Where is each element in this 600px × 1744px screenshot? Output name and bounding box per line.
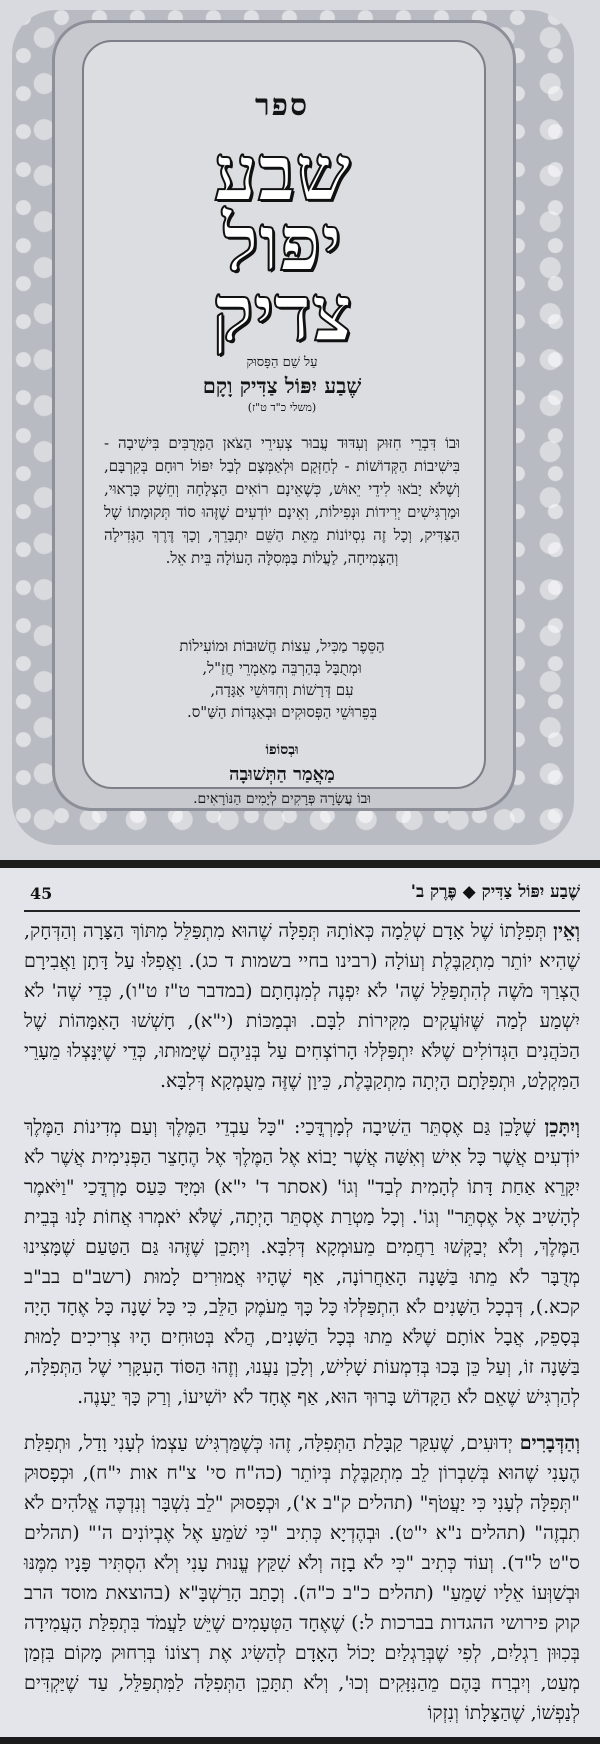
verse-source: (משלי כ"ד ט"ז) <box>247 401 317 414</box>
maamar-title: מַאֲמַר הַתְּשׁוּבָה <box>229 764 335 785</box>
intro-text: וּבוֹ דִּבְרֵי חִזּוּק וְעִדּוּד עֲבוּר צְעִירֵי הַצֹּאן הַמְּרֻבִּים בִּישִׁיבָה - בִּישִׁיבוֹת הַקְּדוֹשׁוֹת - לְחַזְּקָם וּלְאַמְּצָם לְבַל יִפּוֹל רוּחָם בְּקִרְבָּם, וְשֶׁלֹּא יָבֹאוּ לִידֵי יֵאוּשׁ, כְּשֶׁאֵינָם רוֹאִים הַצְלָחָה וְחֵשֶׁק כָּרָאוּי, וּמַרְגִּישִׁים יְרִידוֹת וּנְפִילוֹת, וְאֵינָם יוֹדְעִים שֶׁזֶּהוּ סוֹד תְּקוּמָתוֹ שֶׁל הַצַּדִּיק, וְכָל זֶה נִסְיוֹנוֹת מֵאֵת הַשֵּׁם יִתְבָּרֵךְ, וְכָךְ דֶּרֶךְ הַגְּדִילָה וְהַצְּמִיחָה, לַעֲלוֹת בַּמְּסִלָּה הָעוֹלָה בֵּית אֵל. <box>104 434 460 567</box>
body-text <box>24 916 580 1744</box>
running-title: שֶׁבַע יִפּוֹל צַדִּיק ◆ פֶּרֶק ב' <box>410 882 580 902</box>
paragraph-lead: וְאֵין <box>553 920 580 942</box>
paragraph-text: שֶׁלָּכֵן גַּם אֶסְתֵּר הֵשִׁיבָה לְמָרְדֳּכַי: "כָּל עַבְדֵי הַמֶּלֶךְ וְעַם מְדִינוֹת הַמֶּלֶךְ יוֹדְעִים אֲשֶׁר כָּל אִישׁ וְאִשָּׁה אֲשֶׁר יָבוֹא אֶל הַמֶּלֶךְ אֶל הֶחָצֵר הַפְּנִימִית אֲשֶׁר לֹא יִקָּרֵא אַחַת דָּתוֹ לְהָמִית לְבַד" וְגוֹ' (אסתר ד' י"א) וּמִיָּד כַּעַס מָרְדֳּכַי "וַיֹּאמֶר לְהָשִׁיב אֶל אֶסְתֵּר" וְגוֹ'. וְכָל מַטְרַת אֶסְתֵּר הָיְתָה, שֶׁלֹּא יֹאמְרוּ אֲחוֹת לָנוּ בְּבֵית הַמֶּלֶךְ, וְלֹא יְבַקְּשׁוּ רַחֲמִים מֵעוּמְקָא דְּלִבָּא. וְיִתָּכֵן שֶׁזֶּהוּ גַּם הַטַּעַם שֶׁמָּצִינוּ מְדֻבָּר לֹא מֵתוּ בַּשָּׁנָה הָאַחֲרוֹנָה, אַף שֶׁהָיוּ אֲמוּרִים לָמוּת (רשב"ם בב"ב קכא.), דְּבְכָל הַשָּׁנִים לֹא הִתְפַּלְּלוּ כָּל כָּךְ מֵעֹמֶק הַלֵּב, כִּי כָּל שָׁנָה כָּל אֶחָד הָיָה בְּסָפֵק, אֲבָל אוֹתָם שֶׁלֹּא מֵתוּ בְּכָל הַשָּׁנִים, הֲלֹא בְּטוּחִים הָיוּ צְרִיכִים לָמוּת בַּשָּׁנָה זוֹ, וְעַל כֵּן בָּכוּ בְּדִמְעוֹת שָׁלִישׁ, וְלָכֵן נַעֲנוּ, וְזֶהוּ הַסּוֹד הָעִקָּרִי שֶׁל הַתְּפִלָּה, לְהַרְגִּישׁ שֶׁאֵם לֹא הַקָּדוֹשׁ בָּרוּךְ הוּא, אַף אֶחָד לֹא יוֹשִׁיעוֹ, וְרַק כָּךְ יֵעָנֶה. <box>24 1116 580 1408</box>
title-line-1: שבע <box>213 128 351 219</box>
paragraph-text: יְדוּעִים, שֶׁעִקַּר קַבָּלַת הַתְּפִלָּה, זֶהוּ כְּשֶׁמַּרְגִּישׁ עַצְמוֹ לְעָנִי וָדַל, וּתְפִלַּת הֶעָנִי שֶׁהוּא בְּשִׁבְרוֹן לֵב מִתְקַבֶּלֶת בְּיוֹתֵר (כה"ח סי' צ"ח אות י"ח), וּכְפָסוּק "תְּפִלָּה לְעָנִי כִּי יַעֲטֹף" (תהלים ק"ב א'), וּכְפָסוּק "לֵב נִשְׁבָּר וְנִדְכֶּה אֱלֹהִים לֹא תִבְזֶה" (תהלים נ"א י"ט). וּבְהֶדְיָא כְּתִיב "כִּי שֹׁמֵעַ אֶל אֶבְיוֹנִים ה'" (תהלים ס"ט ל"ד). וְעוֹד כְּתִיב "כִּי לֹא בָזָה וְלֹא שִׁקַּץ עֱנוּת עָנִי וְלֹא הִסְתִּיר פָּנָיו מִמֶּנּוּ וּבְשַׁוְּעוֹ אֵלָיו שָׁמֵעַ" (תהלים כ"ב כ"ה). וְכָתַב הָרַשְׁבָּ"א (בהוצאת מוסד הרב קוק פירושי ההגדות בברכות ל:) שֶׁאֶחָד הַטְּעָמִים שֶׁיֵּשׁ לַעֲמֹד בִּתְפִלַּת הָעֲמִידָה בְּכִוּוּן רַגְלַיִם, לְפִי שֶׁבְּרַגְלַיִם יָכוֹל הָאָדָם לְהַשִּׂיג אֶת רְצוֹנוֹ בְּרִחוּק מָקוֹם בִּזְמַן מְעַט, וְיִבְרַח בָּהֶם מֵהַנִּזָּקִים וְכוּ', וְלֹא תִתָּכֵן הַתְּפִלָּה לַמִּתְפַּלֵּל, עַד שֶׁיַּקְדִּים לְנַפְשׁוֹ, שֶׁהַצָּלָתוֹ וְנִזְקוֹ <box>24 1432 580 1724</box>
verse: שֶׁבַע יִפּוֹל צַדִּיק וָקָם <box>202 373 362 398</box>
paragraph-text: תְּפִלָּתוֹ שֶׁל אָדָם שְׁלֵמָה כְּאוֹתָהּ תְּפִלָּה שֶׁהוּא מִתְפַּלֵּל מִתּוֹךְ הַצָּרָה וְהַדְּחָק, שֶׁהִיא יוֹתֵר מִתְקַבֶּלֶת וְעוֹלָה (רבינו בחיי בשמות ד כג). וַאֲפִלּוּ עַל דָּתָן וַאֲבִירָם הֻצְרַךְ מֹשֶׁה לְהִתְפַּלֵּל שֶׁה' לֹא יִפְנֶה לְמִנְחָתָם (במדבר ט"ז ט"ו), כְּדֵי שֶׁה' לֹא יִשְׁמַע לְמַה שֶּׁזּוֹעֲקִים מִקִּירוֹת לִבָּם. וּבְמַכּוֹת (י"א), חָשְׁשׁוּ הָאִמָּהוֹת שֶׁל הַכֹּהֲנִים הַגְּדוֹלִים שֶׁלֹּא יִתְפַּלְּלוּ הָרוֹצְחִים עַל בְּנֵיהֶם שֶׁיָּמוּתוּ, כְּדֵי שֶׁיִּנָּצְלוּ מֵעָרֵי הַמִּקְלָט, וּתְפִלָּתָם הָיְתָה מִתְקַבֶּלֶת, כֵּיוָן שֶׁזֶּה מֵעֻמְקָא דְּלִבָּא. <box>24 920 580 1092</box>
sefer-label: ספר <box>254 88 310 123</box>
al-shem-label: עַל שֵׁם הַפָּסוּק <box>246 355 318 370</box>
paragraph <box>24 916 580 1096</box>
paragraph <box>24 1428 580 1728</box>
title-line-3: צדיק <box>211 268 353 359</box>
paragraph <box>24 1112 580 1412</box>
contains-line: וּמְתֻבָּל בְּהַרְבֵּה מַאַמְרֵי חֲזַ"ל, <box>202 659 362 677</box>
contains-line: בְּפֵרוּשֵׁי הַפְּסוּקִים וּבְאַגָּדוֹת הַשַּׁ"ס. <box>187 703 377 721</box>
ubesofo-label: וּבְסוֹפוֹ <box>265 742 299 758</box>
title-line-2: יפול <box>222 198 342 289</box>
contains-block <box>86 635 478 723</box>
running-header <box>24 880 580 912</box>
paragraph-lead: וְהַדְּבָרִים <box>519 1432 580 1454</box>
asarah-text: וּבוֹ עֲשָׂרָה פְּרָקִים לְיָמִים הַנּוֹרָאִים. <box>193 791 371 807</box>
page-number: 45 <box>30 884 53 903</box>
contains-line: עִם דְּרָשׁוֹת וְחִדּוּשֵׁי אַגָּדָה, <box>210 681 354 699</box>
contains-line: הַסֵּפֶר מַכִּיל, עֵצוֹת חֲשׁוּבוֹת וּמוֹעִילוֹת <box>179 637 385 655</box>
paragraph-lead: וְיִתָּכֵן <box>544 1116 580 1138</box>
